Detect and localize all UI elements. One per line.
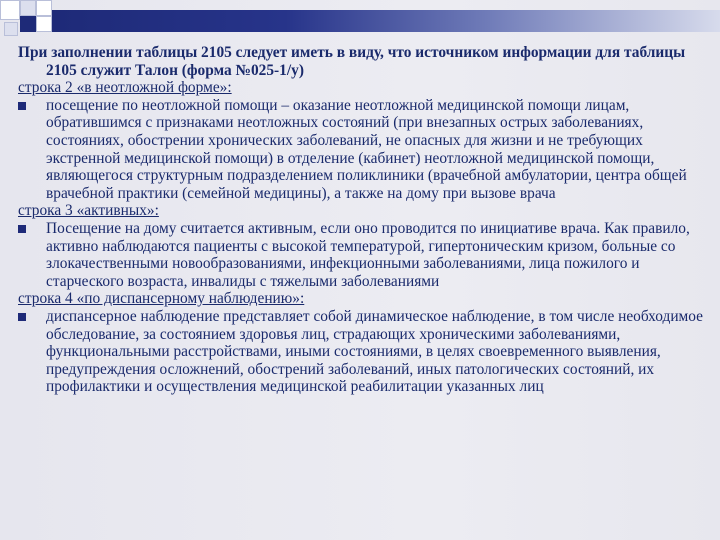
decor-square [20,0,36,16]
header-bar [52,10,720,32]
section-row-2 [18,79,708,202]
square-bullet-icon [18,313,26,321]
decor-square [4,22,18,36]
intro-text: При заполнении таблицы 2105 следует иметь в виду, что источником информации для таблицы 2105 служит Талон (форма №025-1/у) [18,44,686,79]
section-title: строка 3 «активных»: [18,202,159,220]
bullet-text: диспансерное наблюдение представляет собой динамическое наблюдение, в том числе необходимое обследование, за состоянием здоровья лиц, страдающих хроническими заболеваниями, функциональными расстройствами, иными состояниями, в целях своевременного выявления, предупреждения осложнений, обострений заболеваний, иных патологических состояний, их профилактики и осуществления медицинской реабилитации указанных лиц [46,307,704,396]
decor-square [20,16,36,32]
bullet-text: Посещение на дому считается активным, если оно проводится по инициативе врача. Как правило, активно наблюдаются пациенты с высокой температурой, гипертоническим кризом, больные со злокачественными новообразованиями, инфекционными заболеваниями, лица пожилого и старческого возраста, инвалиды с тяжелыми заболеваниями [46,219,690,290]
section-row-4 [18,290,708,396]
square-bullet-icon [18,102,26,110]
decor-square [36,0,52,16]
section-row-3 [18,202,708,290]
section-title: строка 2 «в неотложной форме»: [18,79,232,97]
bullet-item [18,97,708,203]
bullet-text: посещение по неотложной помощи – оказание неотложной медицинской помощи лицам, обратившимся с признаками неотложных состояний (при внезапных острых заболеваниях, состояниях, обострении хронических заболеваний, не опасных для жизни и не требующих экстренной медицинской помощи) в отделение (кабинет) неотложной медицинской помощи, являющегося структурным подразделением поликлиники (врачебной амбулатории, центра общей врачебной практики (семейной медицины), а также на дому при вызове врача [46,96,687,202]
section-title: строка 4 «по диспансерному наблюдению»: [18,290,305,308]
decor-square [36,16,52,32]
bullet-item [18,220,708,290]
bullet-item [18,308,708,396]
square-bullet-icon [18,225,26,233]
decor-square [0,0,20,20]
slide-content [18,44,708,396]
